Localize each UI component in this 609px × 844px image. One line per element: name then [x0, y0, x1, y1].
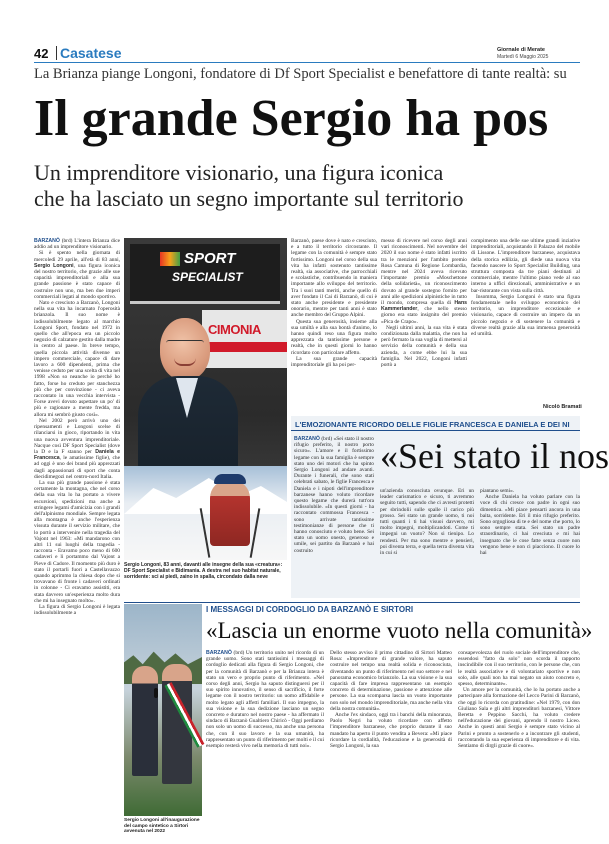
article-subtitle-line2: che ha lasciato un segno importante sul territorio: [34, 186, 464, 211]
wall-banner-stripe: [202, 342, 287, 352]
daughters-col2-text: un'azienda conosciuta ovunque. Eri un leader carismatico e sicuro, ti avremmo seguito tutti, sapendo che ci avresti protetti per sbrindolii sulle spalle il carico più grosso. Sei stato un grande uomo, ti noi tutti quanti i ti hai visuoi davvero, mi molto impegni, moltiplicandoti. Come ti impegni un vuoto? Non si tienipo. Lo rendesti. Per ma sono mentre e pensieri, poi diventa terra, e quella terra diventa vita in cui si: [380, 488, 474, 557]
condolences-dateline: BARZANÒ: [206, 650, 232, 656]
condolences-title: «Lascia un enorme vuoto nella comunità»: [206, 618, 593, 643]
paper-name: Giornale di Merate: [497, 47, 545, 53]
condolences-col3-text: consapevolezza del ruolo sociale dell'imprenditore che, essendosi "fatto da solo" non scorda il rapporto inscindibile con il suo territorio, con le persone che, con le realtà associative e di volontariato sportive e non solo, alle quali non ha mai negato un aiuto concreto e, spesso, determinante».: [458, 650, 580, 688]
col1-p1b: , una figura iconica del nostro territorio, che grazie alle sue capacità imprenditoriali e alla sua grande passione è stato capace di costruire non uno, ma ben due imperi commerciali legati al mondo sportivo.: [34, 262, 120, 300]
store-sign-logo-icon: [160, 252, 180, 266]
condolences-column-2: [330, 650, 452, 842]
paper-date: Martedì 6 Maggio 2025: [497, 54, 549, 60]
microphone-icon: [154, 688, 158, 698]
col1-p3b: , le amatissime figlie), che ad oggi è uno dei brand più apprezzati dagli appassionati di sport che conta diecidimegozi nel centro-nord Italia.: [34, 455, 120, 480]
condolences-column-3: [458, 650, 580, 842]
daughters-bar-rule: [291, 430, 580, 431]
photo-longoni-store: [124, 238, 287, 560]
article-column-4: [471, 238, 580, 403]
col3-p1b: , che nello stesso giorno era stato insignito del premio «Pica de Crapo».: [381, 306, 467, 325]
article-title: Il grande Sergio ha pos: [34, 90, 549, 147]
article-column-3: [381, 238, 467, 418]
daughters-col3-text: piantano semi».: [480, 488, 515, 494]
daughters-names: Daniela e Francesca: [34, 448, 120, 462]
col1-p4: La sua più grande passione è stata certamente la montagna, che nel corso della sua vita lo ha portato a vivere escursioni, spedizioni ma anche a stringere legami d'amicizia con i grandi dell'alpinismo mondiale. Sempre legata alla montagna è anche l'esperienza vissuta durante il servizio militare, che lo portò a intervenire nella tragedia del Vajont nel 1963: «Mi mandarono con altri 11 sui luoghi della tragedia - racconta - Eravamo poco meno di 600 cadaveri e li portammo dal Vajont a Pieve di Cadore. Il momento più duro è stato il portarli fuori a Castellavazzo quando aprimmo la chiesa dopo che si trovavano di fronte i cadaveri ordinati in colonne - Ci eravamo assistiti, era stata davvero un'esperienza molto dura che mi ha insegnato molto».: [34, 479, 120, 604]
daughters-column-3: [480, 488, 580, 594]
col1-p5: La figura di Sergio Longoni è legata indissolubilmente a: [34, 603, 120, 617]
page-number: 42: [34, 46, 49, 61]
photo-inauguration: [124, 604, 202, 816]
daughters-col1-text: (brd) «Sei stato il nostro rifugio preferito, il nostro porto sicuro». L'amore e il fortissimo legame con la sua famiglia è sempre stato uno dei motori che ha spinto Sergio Longoni ad andare avanti. Durante i funerali, che sono stati celebrati sabato, le figlie Francesca e Daniela e i nipoti dell'imprenditore barzanese hanno voluto ricordare questo legame che durerà tutt'ora indissolubile. «In questi giorni - ha raccontato commossa Francesca - sono arrivate tantissime testimonianze di persone che ti hanno conosciuto e voluto bene. Sei stato un uomo onesto, generoso e umile, sei partito da Barzanò e hai costruito: [294, 436, 375, 554]
daughters-dateline: BARZANÒ: [294, 436, 320, 442]
col2-p3: La sua grande capacità imprenditoriale gli ha poi per-: [291, 355, 377, 369]
alpinist-name: Hans Kammerlander: [381, 300, 467, 313]
dateline: BARZANÒ: [34, 238, 60, 244]
condolences-col2-text-b: Anche l'ex sindaco, oggi tra i banchi della minoranza, Paolo Negri ha voluto ricordare con affetto l'imprenditore barzanese, che proprio durante il suo mandato ha aperto il punto vendita a Bevera: «Mi piace ricordare la cordialità, l'educazione e la generosità di Sergio Longoni, la sua: [330, 712, 452, 750]
person-glasses: [166, 340, 204, 346]
man-figure: [132, 666, 158, 776]
condolences-col2-text: Dello stesso avviso il primo cittadino di Sirtori Matteo Rosa: «Imprenditore di grande valore, ha saputo costruire nel tempo una realtà solida e riconosciuta, diventando un punto di riferimento nel suo settore e nel panorama economico brianzolo. La sua visione e la sua capacità di fare impresa rappresentano un esempio concreto di determinazione, passione e attenzione alle persone. La sua scomparsa lascia un vuoto importante non solo nel mondo imprenditoriale, ma anche nella vita della nostra comunità».: [330, 650, 452, 712]
condolences-top-rule: [124, 602, 580, 603]
col3-p2: Negli ultimi anni, la sua vita è stata condizionata dalla malattia, che non ha però fermato la sua voglia di mettersi al servizio della comunità e della sua azienda, a come ebbe lui la sua famiglia. Nel 2022, Longoni infatti portò a: [381, 324, 467, 369]
person-name: Sergio Longoni: [34, 262, 74, 269]
col3-p1: messo di ricevere nel corso degli anni vari riconoscimenti. Nel novembre del 2020 il suo nome è stato infatti iscritto tra le menzioni per l'ambito premio Rosa Camuna di Regione Lombardia, mentre nel 2024 aveva ricevuto l'importante premio «Moschettone della solidarietà», un riconoscimento dovuto al grande sostegno fornito per anni alle spedizioni alpinistiche in tutto il mondo, compresa quella di: [381, 238, 467, 307]
col2-p2: Questa sua generosità, insieme alla sua umiltà e alla sua bontà d'animo, lo hanno quindi reso una figura molto apprezzata da tantissime persone e realtà, che in questi giorni lo hanno ricordato con particolare affetto.: [291, 318, 377, 356]
person-head: [160, 318, 210, 380]
col4-p1: compimento una delle sue ultime grandi inziative imprenditoriali, acquistando il Palazzo del mobile di Lissone. L'imprenditore barzanese, acquistava della storica edilizia, gli diede una nuova vita facendo nascere lo Sport Specialist Building, una struttura composta da tre piani destinati al commerciale, mentre l'ultimo piano vede al suo interno a uffici direzionali, amministrative e un bar-ristorante con vista sulla città.: [471, 238, 580, 294]
col1-p1: Si è spento nella giornata di mercoledì 29 aprile, all'età di 83 anni,: [34, 250, 120, 263]
condolences-column-1: [206, 650, 324, 842]
skier-hat: [214, 474, 246, 484]
header-rule: [34, 62, 580, 63]
daughters-bar: L'EMOZIONANTE RICORDO DELLE FIGLIE FRANCESCA E DANIELA E DEI NI: [295, 420, 570, 429]
lead-text: L'intera Brianza dice addio ad un imprenditore visionario.: [34, 238, 120, 251]
col1-p3: Nel 2002 però arrivò uno dei ripensamenti e Longoni scelse di rilanciarsi in gioco, riportando in vita una nuova avventura imprenditoriale. Nacque così DF Sport Specialist (dove la D e la F stanno per: [34, 417, 120, 455]
condolences-col1-text: (brd) Un territorio unito nel ricordo di un grande uomo. Sono stati tantissimi i messaggi di cordoglio dedicati alla figura di Sergio Longoni, che per la comunità di Barzanò e per la Brianza intera è stato un vero e proprio punto di riferimento. «Nel corso degli anni, Sergio ha saputo distinguersi per il suo spirito innovativo, il senso di sacrificio, il forte legame con il nostro territorio: un uomo affidabile e molto legato agli affetti familiari. Il suo impegno, la sua visione e la sua dedizione lasciano un segno concreto e duraturo nel nostro paese - ha affermato il sindaco di Barzanò Gualtiero Chiricò - Oggi perdiamo non solo un uomo di successo, ma anche una persona che, con il suo lavoro e la sua umanità, ha rappresentato un punto di riferimento per molti e il cui esempio resterà vivo nella memoria di tutti noi».: [206, 650, 324, 750]
daughters-col3-text-b: Anche Daniela ha voluto parlare con la voce di chi cresce con padre in ogni suo dimentica. «Mi piace pensarti ancora in una baita, sorridente. Eri il mio rifugio preferito. Sono orgogliosa di te e del nome che porto, lo sono sempre stata. Sei stato un padre straordinario, ci hai cresciuta e mi hai insegnato che le cose fatte senza cuore non vengono bene e non ci piacciono. Il cuore lo hai: [480, 494, 580, 557]
wall-banner-text: CIMONIA: [208, 322, 261, 337]
daughters-title: «Sei stato il nos: [380, 436, 609, 476]
wall-banner: [202, 310, 287, 368]
article-kicker: La Brianza piange Longoni, fondatore di Df Sport Specialist e benefattore di tante realtà: su: [34, 66, 567, 82]
photo1-caption: Sergio Longoni, 83 anni, davanti alle insegne della sua «creatura»: DF Sport Specialist e Bidimania. A destra nel suo habitat naturale, sorridente: sci ai piedi, zaino in spalla, circondato dalla neve: [124, 562, 283, 580]
article-column-2: [291, 238, 377, 418]
article-subtitle-line1: Un imprenditore visionario, una figura iconica: [34, 160, 444, 185]
condolences-bar: I MESSAGGI DI CORDOGLIO DA BARZANÒ E SIRTORI: [206, 605, 414, 614]
store-sign-text-top: SPORT: [184, 250, 236, 267]
condolences-col3-text-b: Un amore per la comunità, che lo ha portato anche a partecipare alla formazione del Lecco Parini di Barzanò, che oggi lo ricorda con gratitudine: «Nel 1979, con don Giuliano Sala e gli altri imprenditori barzanesi, Vittore Beretta e Peppino Sacchi, ha voluto credere nell'educazione dei giovani, aprendo il nostro Liceo. Anche in questi anni Sergio è sempre stato vicino al Parini e pronto a sostenerlo e a incontrare gli studenti, raccontando la sua esperienza di imprenditore e di vita. Sentiamo di dirgli grazie di cuore».: [458, 687, 580, 750]
skier-figure: [210, 480, 250, 546]
col4-p2: Insomma, Sergio Longoni è stato una figura fondamentale nello sviluppo economico del territorio, un imprenditore eccezionale e visionario, capace di costruire un impero da un piccolo negozio e di sostenere la comunità e diverse realtà grazie alla sua immensa generosità ed umiltà.: [471, 293, 580, 338]
article-column-1: [34, 238, 120, 844]
dateline-tag: (brd): [61, 238, 73, 244]
article-author: Nicolò Bramati: [543, 404, 582, 410]
daughters-column-2: [380, 488, 474, 594]
daughters-column-1: [294, 436, 374, 594]
header-divider-tick: [56, 46, 57, 60]
col2-p1: Barzanò, paese dove è nato e cresciuto, e a tutto il territorio circostante. Il legame con la comunità è sempre stato fortissimo. Longoni nel corso della sua vita ha infatti sostenuto tantissime realtà, sia associative, che parrocchiali e scolastiche, contribuendo in maniera importante allo sviluppo del territorio. Tra i suoi tanti meriti, anche quello di aver fondato il Cai di Barzanò, di cui è stato anche presidente e presidente onorario, mentre per tanti anni è stato anche membro del Gruppo Alpini.: [291, 238, 377, 319]
col1-p2: Nato e cresciuto a Barzanò, Longoni nella sua vita ha incarnato l'operosità brianzola. Il suo nome è indissolubilmente legato al marchio Longoni Sport, fondato nel 1972 in quello che all'epoca era un piccolo negozio di calzature gestito dalla madre in centro al paese. In breve tempo, quella piccola attività divenne un impero commerciale, capace di dare lavoro a 600 dipendenti, prima che venisse ceduto per una scelta di vita nel 1998 «Non so neanche io perché ho fatto, forse ho creduto per stanchezza più che per convinzione - ci aveva raccontato in una vecchia intervista - Forse avevi dovuto aspettare un po' di più e ragionare a mente fredda, ma allora mi sembrò giusto così».: [34, 300, 120, 418]
section-name: Casatese: [60, 45, 122, 61]
photo2-caption: Sergio Longoni all'inaugurazione del campo sintetico a Sirtori avvenuta nel 2022: [124, 818, 200, 835]
store-sign-text-bottom: SPECIALIST: [172, 270, 243, 284]
